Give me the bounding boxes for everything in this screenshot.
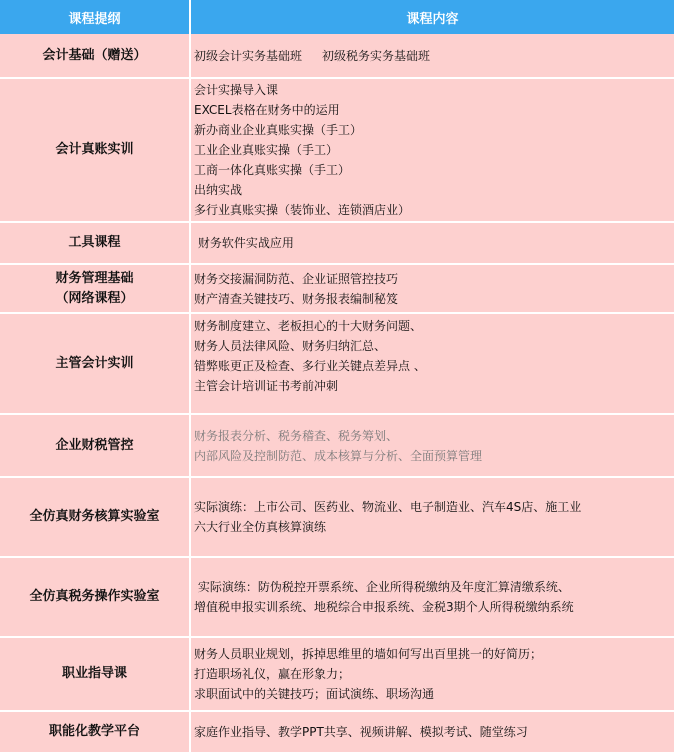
row-content: 财务人员职业规划，拆掉思维里的墙如何写出百里挑一的好简历； 打造职场礼仪，赢在形象力； 求职面试中的关键技巧；面试演练、职场沟通 bbox=[189, 638, 674, 710]
row-content: 家庭作业指导、教学PPT共享、视频讲解、模拟考试、随堂练习 bbox=[189, 712, 674, 752]
row-title: 全仿真税务操作实验室 bbox=[29, 589, 160, 604]
table-header bbox=[0, 0, 674, 34]
row-title: 会计真账实训 bbox=[55, 142, 134, 157]
row-title: 职能化教学平台 bbox=[48, 724, 140, 739]
row-career-guidance bbox=[0, 638, 674, 712]
row-title: 主管会计实训 bbox=[55, 355, 134, 371]
row-content: 初级会计实务基础班 初级税务实务基础班 bbox=[189, 34, 674, 77]
row-content: 财务制度建立、老板担心的十大财务问题、 财务人员法律风险、财务归纳汇总、 错弊账更正及检查、多行业关键点差异点 、 主管会计培训证书考前冲刺 bbox=[189, 314, 674, 413]
row-tools bbox=[0, 223, 674, 265]
row-content: 财务报表分析、税务稽查、税务筹划、 内部风险及控制防范、成本核算与分析、全面预算管理 bbox=[189, 415, 674, 476]
header-content: 课程内容 bbox=[189, 0, 674, 34]
row-tax-control bbox=[0, 415, 674, 478]
row-title: 职业指导课 bbox=[61, 666, 127, 681]
row-title: 企业财税管控 bbox=[55, 437, 134, 453]
row-content: 实际演练：上市公司、医药业、物流业、电子制造业、汽车4S店、施工业 六大行业全仿真核算演练 bbox=[189, 478, 674, 556]
row-title: 财务管理基础 （网络课程） bbox=[55, 270, 134, 306]
row-real-account-training bbox=[0, 79, 674, 223]
row-tax-lab bbox=[0, 558, 674, 638]
row-title: 全仿真财务核算实验室 bbox=[29, 509, 160, 524]
row-financial-management bbox=[0, 265, 674, 314]
row-title: 会计基础（赠送） bbox=[42, 47, 147, 63]
row-content: 会计实操导入课 EXCEL表格在财务中的运用 新办商业企业真账实操（手工） 工业企业真账实操（手工） 工商一体化真账实操（手工） 出纳实战 多行业真账实操（装饰业、连锁酒店业） bbox=[189, 79, 674, 221]
row-content: 实际演练：防伪税控开票系统、企业所得税缴纳及年度汇算清缴系统、 增值税申报实训系统、地税综合申报系统、金税3期个人所得税缴纳系统 bbox=[189, 558, 674, 636]
row-chief-accountant bbox=[0, 314, 674, 415]
row-title: 工具课程 bbox=[68, 235, 121, 250]
row-accounting-basics bbox=[0, 34, 674, 79]
row-accounting-lab bbox=[0, 478, 674, 558]
row-teaching-platform bbox=[0, 712, 674, 752]
row-content: 财务交接漏洞防范、企业证照管控技巧 财产清查关键技巧、财务报表编制秘笈 bbox=[189, 265, 674, 312]
row-content: 财务软件实战应用 bbox=[189, 223, 674, 263]
header-outline: 课程提纲 bbox=[68, 11, 121, 27]
